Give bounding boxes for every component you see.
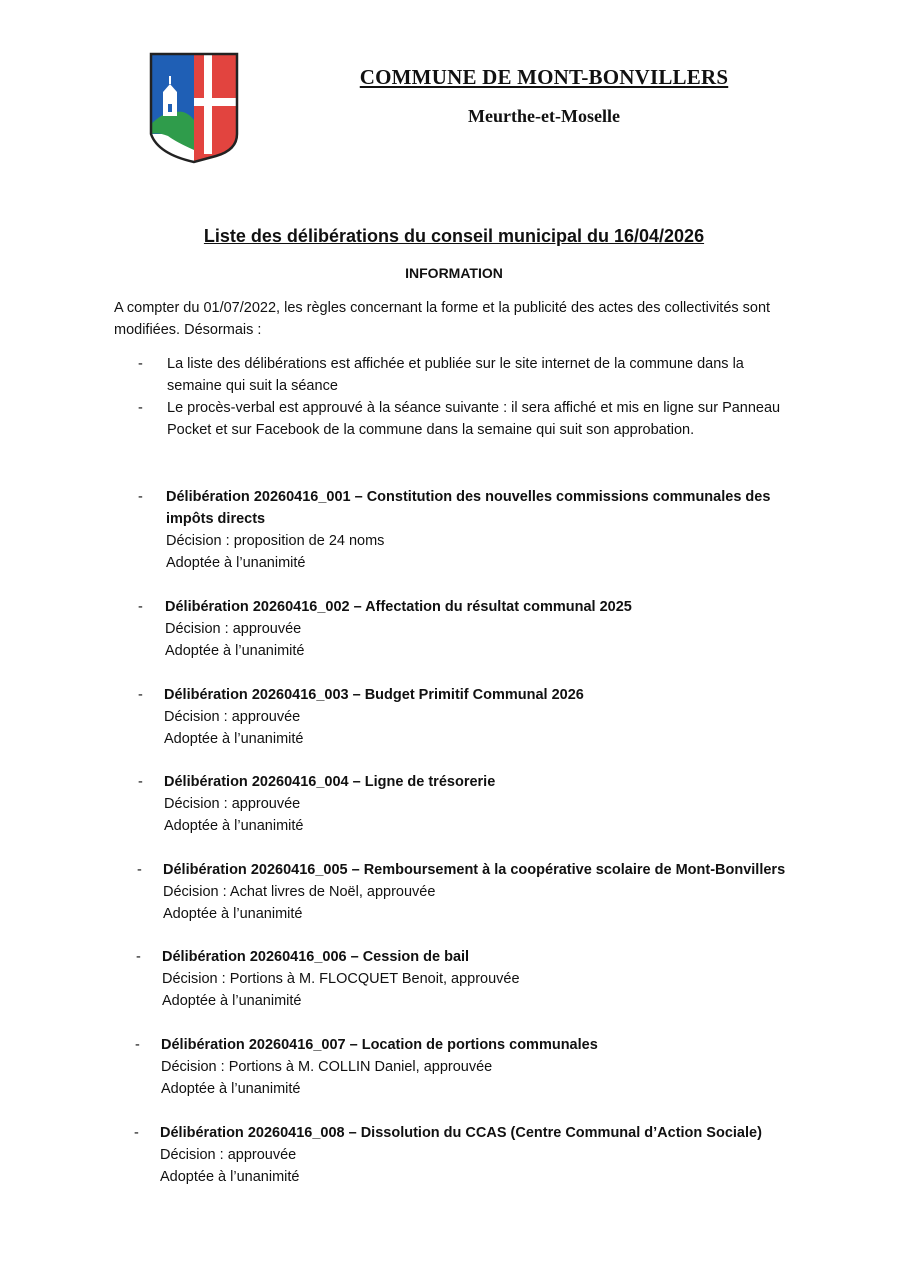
information-item xyxy=(138,353,798,397)
information-item-text: Le procès-verbal est approuvé à la séance suivante : il sera affiché et mis en ligne sur Panneau Pocket et sur Facebook de la commune dans la semaine qui suit son approbation. xyxy=(167,400,781,438)
deliberation-decision: Décision : approuvée xyxy=(160,1147,297,1163)
dash-marker: - xyxy=(138,356,143,372)
deliberation-decision: Décision : Achat livres de Noël, approuvée xyxy=(163,884,436,900)
deliberation-result: Adoptée à l’unanimité xyxy=(162,993,302,1009)
deliberation-heading: Délibération 20260416_008 – Dissolution du CCAS (Centre Communal d’Action Sociale) xyxy=(160,1125,762,1141)
intro-paragraph: A compter du 01/07/2022, les règles concernant la forme et la publicité des actes des collectivités sont modifiées. Désormais : xyxy=(114,300,771,338)
deliberation-item xyxy=(135,1034,815,1102)
deliberation-item xyxy=(138,771,818,839)
deliberation-result: Adoptée à l’unanimité xyxy=(161,1081,301,1097)
dash-marker: - xyxy=(136,949,141,965)
deliberation-result: Adoptée à l’unanimité xyxy=(166,555,306,571)
dash-marker: - xyxy=(138,774,143,790)
deliberation-item xyxy=(138,486,818,576)
deliberation-heading: Délibération 20260416_003 – Budget Primitif Communal 2026 xyxy=(164,687,584,703)
document-title: Liste des délibérations du conseil municipal du 16/04/2026 xyxy=(203,226,705,246)
deliberation-result: Adoptée à l’unanimité xyxy=(163,906,303,922)
deliberation-item xyxy=(134,1122,814,1190)
information-item xyxy=(138,397,798,441)
commune-crest-icon xyxy=(146,50,242,164)
dash-marker: - xyxy=(138,599,143,615)
deliberation-decision: Décision : proposition de 24 noms xyxy=(166,533,385,549)
deliberation-item xyxy=(138,684,818,752)
deliberation-decision: Décision : approuvée xyxy=(164,796,301,812)
deliberation-heading: Délibération 20260416_002 – Affectation du résultat communal 2025 xyxy=(165,599,632,615)
department-name: Meurthe-et-Moselle xyxy=(468,106,620,126)
deliberation-decision: Décision : Portions à M. COLLIN Daniel, approuvée xyxy=(161,1059,493,1075)
deliberation-result: Adoptée à l’unanimité xyxy=(164,818,304,834)
deliberation-item xyxy=(137,859,837,927)
dash-marker: - xyxy=(138,687,143,703)
deliberation-item xyxy=(138,596,818,664)
deliberation-heading: Délibération 20260416_001 – Constitution des nouvelles commissions communales des impôts directs xyxy=(166,489,771,527)
deliberation-result: Adoptée à l’unanimité xyxy=(164,731,304,747)
dash-marker: - xyxy=(138,400,143,416)
deliberation-heading: Délibération 20260416_006 – Cession de bail xyxy=(162,949,470,965)
deliberation-result: Adoptée à l’unanimité xyxy=(165,643,305,659)
commune-title: COMMUNE DE MONT-BONVILLERS xyxy=(359,65,729,89)
deliberation-decision: Décision : Portions à M. FLOCQUET Benoit, approuvée xyxy=(162,971,520,987)
information-item-text: La liste des délibérations est affichée et publiée sur le site internet de la commune dans la semaine qui suit la séance xyxy=(167,356,744,394)
dash-marker: - xyxy=(138,489,143,505)
information-list xyxy=(138,353,798,441)
dash-marker: - xyxy=(137,862,142,878)
deliberation-result: Adoptée à l’unanimité xyxy=(160,1169,300,1185)
dash-marker: - xyxy=(135,1037,140,1053)
deliberation-item xyxy=(136,946,816,1014)
information-heading: INFORMATION xyxy=(405,265,503,281)
dash-marker: - xyxy=(134,1125,139,1141)
deliberation-heading: Délibération 20260416_005 – Remboursement à la coopérative scolaire de Mont-Bonvillers xyxy=(163,862,786,878)
deliberation-heading: Délibération 20260416_007 – Location de portions communales xyxy=(161,1037,598,1053)
deliberation-heading: Délibération 20260416_004 – Ligne de trésorerie xyxy=(164,774,496,790)
deliberation-decision: Décision : approuvée xyxy=(164,709,301,725)
deliberation-decision: Décision : approuvée xyxy=(165,621,302,637)
